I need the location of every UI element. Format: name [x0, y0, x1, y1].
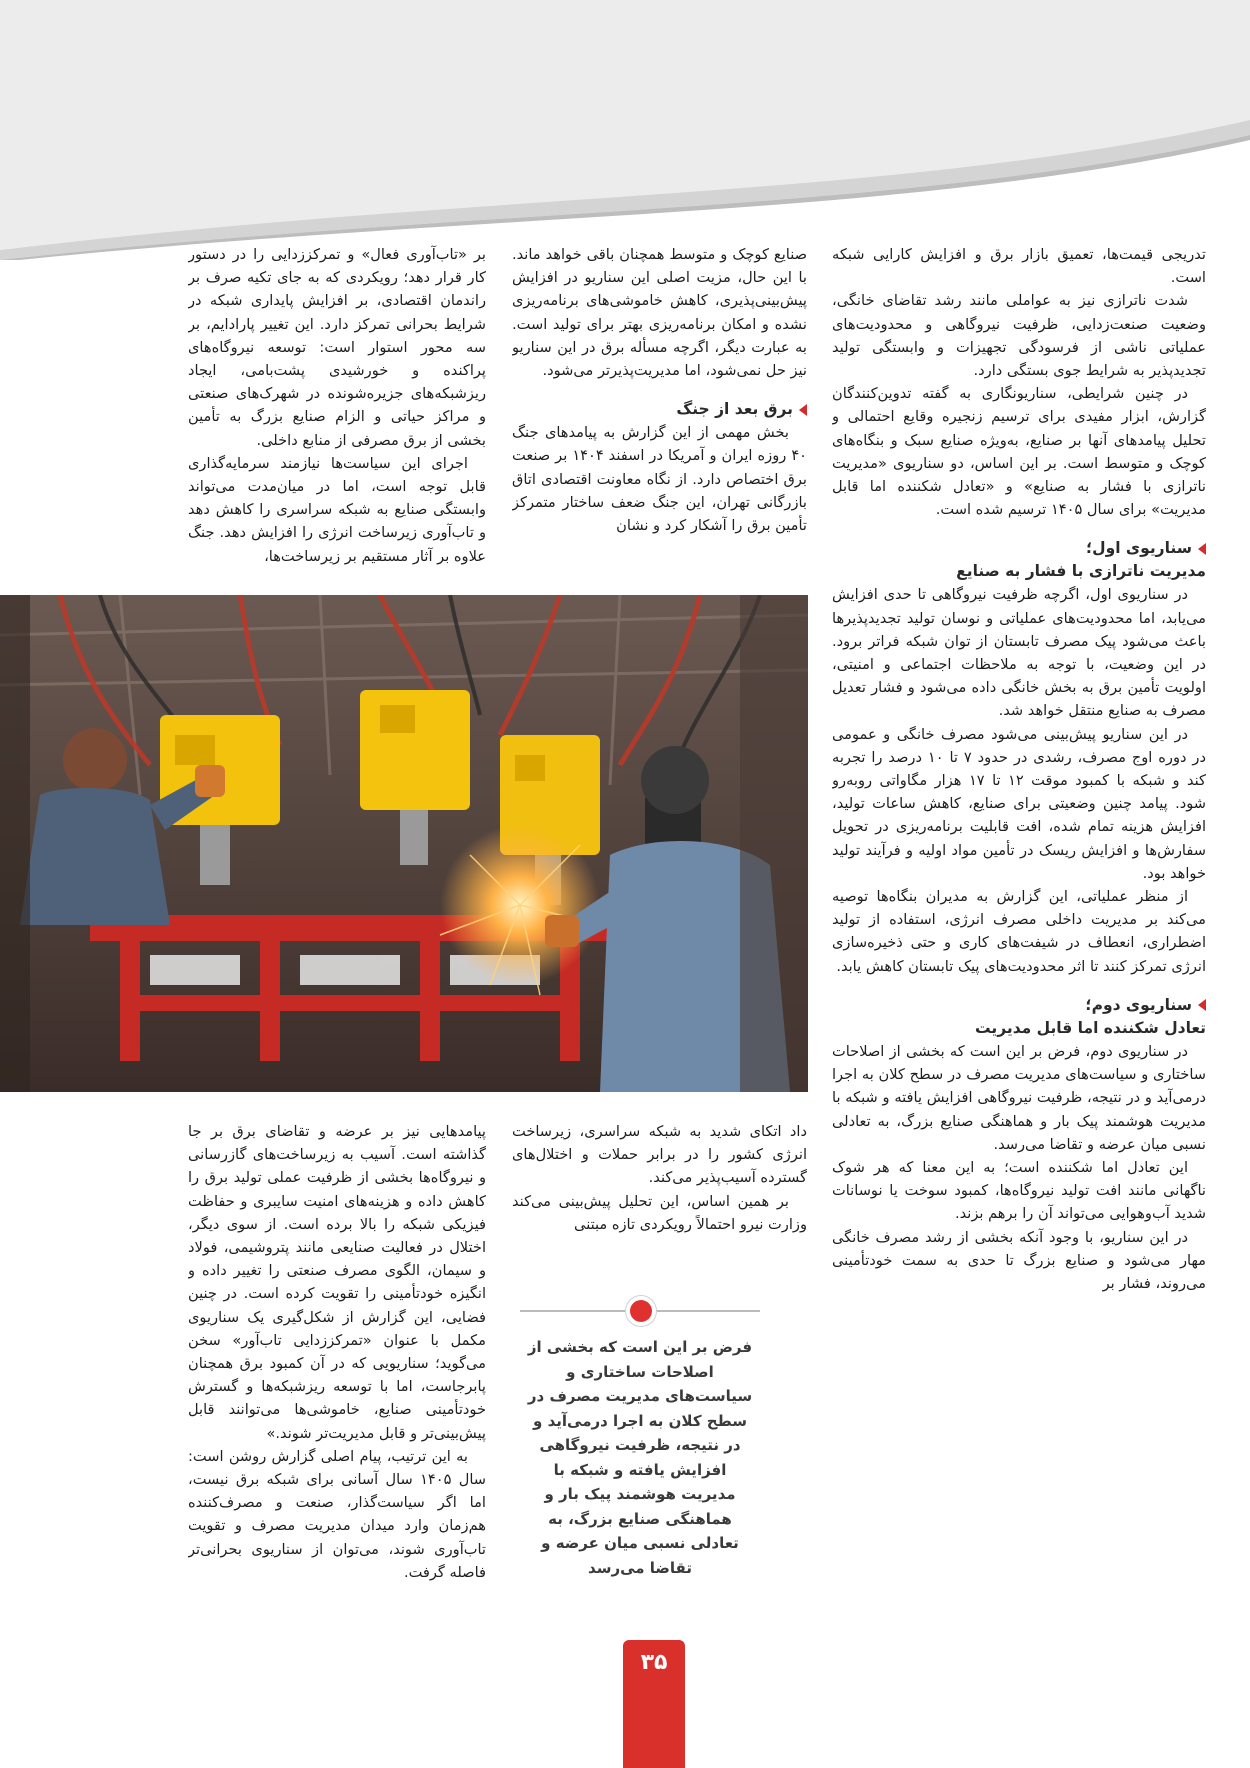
paragraph: اجرای این سیاست‌ها نیازمند سرمایه‌گذاری قابل توجه است، اما در میان‌مدت می‌تواند وابستگی صنایع به شبکه سراسری را کاهش دهد و تاب‌آوری زیرساخت انرژی را افزایش دهد. جنگ علاوه بر آثار مستقیم بر زیرساخت‌ها، [188, 454, 486, 565]
paragraph: بر همین اساس، این تحلیل پیش‌بینی می‌کند وزارت نیرو احتمالاً رویکردی تازه مبتنی [512, 1192, 807, 1233]
column-right [832, 243, 1206, 1638]
column-left-top [188, 243, 486, 588]
paragraph: تدریجی قیمت‌ها، تعمیق بازار برق و افزایش کارایی شبکه است. [832, 246, 1206, 287]
section-heading [832, 994, 1206, 1017]
column-left-bottom [188, 1120, 486, 1640]
factory-welding-photo [0, 595, 808, 1092]
factory-illustration [0, 595, 808, 1092]
section-heading-line: برق بعد از جنگ [676, 400, 793, 419]
column-middle-top [512, 243, 807, 588]
paragraph: صنایع کوچک و متوسط همچنان باقی خواهد ماند. با این حال، مزیت اصلی این سناریو در افزایش پیش‌بینی‌پذیری، کاهش خاموشی‌های برنامه‌ریزی نشده و امکان برنامه‌ریزی بهتر برای تولید است. به عبارت دیگر، اگرچه مسأله برق در این سناریو نیز حل نمی‌شود، اما مدیریت‌پذیرتر می‌شود. [512, 246, 807, 380]
paragraph: در این سناریو، با وجود آنکه بخشی از رشد مصرف خانگی مهار می‌شود و صنایع بزرگ تا حدی به سمت خودتأمینی می‌روند، فشار بر [832, 1228, 1206, 1292]
pull-quote: فرض بر این است که بخشی از اصلاحات ساختاری و سیاست‌های مدیریت مصرف در سطح کلان به اجرا درمی‌آید و در نتیجه، ظرفیت نیروگاهی افزایش یافته و شبکه با مدیریت هوشمند پیک بار و هماهنگی صنایع بزرگ، به تعادلی نسبی میان عرضه و تقاضا می‌رسد [527, 1338, 753, 1577]
paragraph: این تعادل اما شکننده است؛ به این معنا که هر شوک ناگهانی مانند افت تولید نیروگاه‌ها، کمبود سوخت یا نوسانات شدید آب‌وهوایی می‌تواند آن را برهم بزند. [832, 1158, 1206, 1223]
paragraph: بخش مهمی از این گزارش به پیامدهای جنگ ۴۰ روزه ایران و آمریکا در اسفند ۱۴۰۴ بر صنعت برق اختصاص دارد. از نگاه معاونت اقتصادی اتاق بازرگانی تهران، این جنگ ضعف ساختار متمرکز تأمین برق را آشکار کرد و نشان [512, 424, 807, 535]
section-heading-line: سناریوی اول؛ [1085, 539, 1192, 558]
section-heading-line: تعادل شکننده اما قابل مدیریت [975, 1018, 1206, 1037]
section-heading-line: سناریوی دوم؛ [1085, 995, 1192, 1014]
paragraph: شدت ناترازی نیز به عواملی مانند رشد تقاضای خانگی، وضعیت صنعت‌زدایی، ظرفیت نیروگاهی و محدودیت‌های عملیاتی ناشی از فرسودگی تجهیزات و وابستگی تولید تجدیدپذیر به شرایط جوی بستگی دارد. [832, 292, 1206, 380]
section-heading-line: مدیریت ناترازی با فشار به صنایع [956, 562, 1206, 581]
column-middle-bottom [512, 1120, 807, 1250]
paragraph: بر «تاب‌آوری فعال» و تمرکززدایی را در دستور کار قرار دهد؛ رویکردی که به جای تکیه صرف بر راندمان اقتصادی، بر افزایش پایداری شبکه در شرایط بحرانی تمرکز دارد. این تغییر پارادایم، بر سه محور استوار است: توسعه نیروگاه‌های پراکنده و خورشیدی پشت‌بامی، ایجاد ریزشبکه‌های جزیره‌شونده در شهرک‌های صنعتی و مراکز حیاتی و الزام صنایع بزرگ به تأمین بخشی از برق مصرفی از منابع داخلی. [188, 246, 486, 449]
triangle-bullet-icon [1198, 999, 1206, 1011]
paragraph: در این سناریو پیش‌بینی می‌شود مصرف خانگی و عمومی در دوره اوج مصرف، رشدی در حدود ۷ تا ۱۰ درصد را تجربه کند و شبکه با کمبود موقت ۱۲ تا ۱۷ هزار مگاواتی روبه‌رو شود. پیامد چنین وضعیتی برای صنایع، کاهش ساعات تولید، افزایش هزینه تمام شده، افت قابلیت برنامه‌ریزی در تحویل سفارش‌ها و افزایش ریسک در تأمین مواد اولیه و فرآیند تولید خواهد بود. [832, 725, 1206, 882]
paragraph: به این ترتیب، پیام اصلی گزارش روشن است: سال ۱۴۰۵ سال آسانی برای شبکه برق نیست، اما اگر سیاست‌گذار، صنعت و مصرف‌کننده هم‌زمان وارد میدان مدیریت مصرف و تقویت تاب‌آوری شوند، می‌توان از سناریوی بحرانی‌تر فاصله گرفت. [188, 1447, 486, 1581]
triangle-bullet-icon [799, 404, 807, 416]
triangle-bullet-icon [1198, 543, 1206, 555]
page-number: ۳۵ [640, 1650, 668, 1675]
paragraph: در سناریوی اول، اگرچه ظرفیت نیروگاهی تا حدی افزایش می‌یابد، اما محدودیت‌های عملیاتی و نوسان تولید تجدیدپذیرها باعث می‌شود پیک مصرف تابستان از توان شبکه فراتر برود. در این وضعیت، با توجه به ملاحظات اجتماعی و امنیتی، اولویت تأمین برق به بخش خانگی داده می‌شود و فشار تعدیل مصرف به صنایع منتقل خواهد شد. [832, 586, 1206, 720]
paragraph: از منظر عملیاتی، این گزارش به مدیران بنگاه‌ها توصیه می‌کند بر مدیریت داخلی مصرف انرژی، استفاده از تولید اضطراری، انعطاف در شیفت‌های کاری و حتی ذخیره‌سازی انرژی تمرکز کنند تا اثر محدودیت‌های پیک تابستان کاهش یابد. [832, 888, 1206, 975]
paragraph: پیامدهایی نیز بر عرضه و تقاضای برق بر جا گذاشته است. آسیب به زیرساخت‌های گازرسانی و نیروگاه‌ها بخشی از ظرفیت عملی تولید برق را کاهش داده و هزینه‌های امنیت سایبری و حفاظت فیزیکی شبکه را بالا برده است. از سوی دیگر، اختلال در فعالیت صنایعی مانند پتروشیمی، فولاد و سیمان، الگوی مصرف صنعتی را تغییر داده و انگیزه خودتأمینی را تقویت کرده است. در چنین فضایی، این گزارش از شکل‌گیری یک سناریوی مکمل با عنوان «تمرکززدایی تاب‌آور» سخن می‌گوید؛ سناریویی که در آن کمبود برق همچنان پابرجاست، اما با توسعه ریزشبکه‌ها و گسترش خودتأمینی صنایع، خاموشی‌ها می‌توانند قابل پیش‌بینی‌تر و قابل مدیریت‌تر شوند.» [188, 1123, 486, 1442]
quote-dot-icon [630, 1300, 652, 1322]
section-heading [832, 537, 1206, 560]
header-swoosh [0, 0, 1250, 260]
paragraph: در چنین شرایطی، سناریونگاری به گفته تدوین‌کنندگان گزارش، ابزار مفیدی برای ترسیم زنجیره وقایع احتمالی و تحلیل پیامدهای آنها بر صنایع، به‌ویژه صنایع سبک و بنگاه‌های کوچک و متوسط است. بر این اساس، دو سناریوی «مدیریت ناترازی با فشار به صنایع» و «تعادل شکننده اما قابل مدیریت» برای سال ۱۴۰۵ ترسیم شده است. [832, 385, 1206, 519]
paragraph: در سناریوی دوم، فرض بر این است که بخشی از اصلاحات ساختاری و سیاست‌های مدیریت مصرف در سطح کلان به اجرا درمی‌آید و در نتیجه، ظرفیت نیروگاهی افزایش یافته و شبکه با مدیریت هوشمند پیک بار و هماهنگی صنایع بزرگ، به تعادلی نسبی میان عرضه و تقاضا می‌رسد. [832, 1042, 1206, 1153]
paragraph: داد اتکای شدید به شبکه سراسری، زیرساخت انرژی کشور را در برابر حملات و اختلال‌های گسترده آسیب‌پذیر می‌کند. [512, 1123, 807, 1187]
section-heading [512, 398, 807, 421]
